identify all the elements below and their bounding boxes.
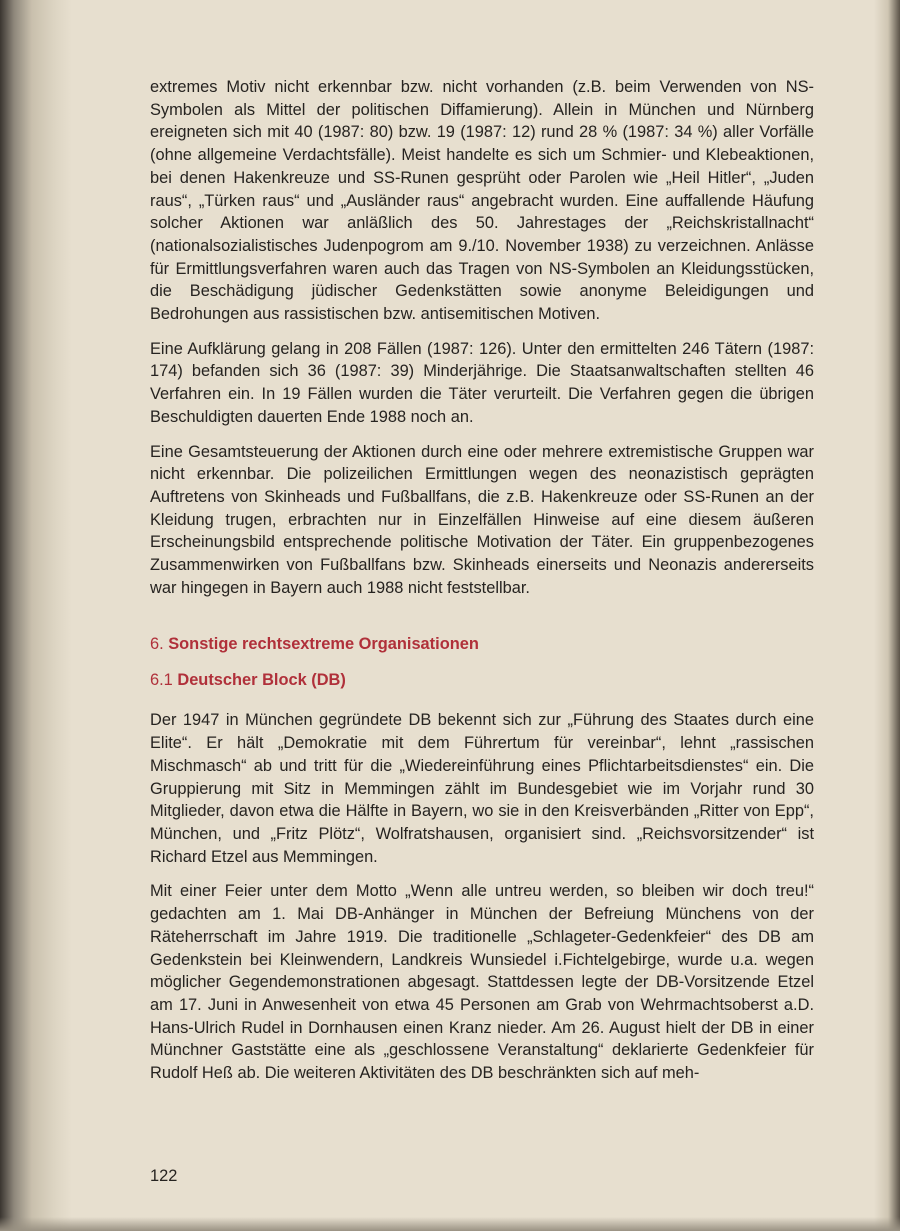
- subsection-number: 6.1: [150, 671, 173, 690]
- page-bottom-shadow: [0, 1217, 900, 1231]
- section-heading: [150, 633, 814, 655]
- paragraph: Eine Gesamtsteuerung der Aktionen durch eine oder mehrere extremistische Gruppen war nicht erkennbar. Die polizeilichen Ermittlungen wegen des neonazistisch geprägten Auftretens von Skinheads und Fußballfans, die z.B. Hakenkreuze oder SS-Runen an der Kleidung trugen, erbrachten nur in Einzelfällen Hinweise auf eine diesem äußeren Erscheinungsbild entsprechende politische Motivation der Täter. Ein gruppenbezogenes Zusammenwirken von Fußballfans bzw. Skinheads einerseits und Neonazis andererseits war hingegen in Bayern auch 1988 nicht feststellbar.: [150, 442, 814, 597]
- paragraph: Eine Aufklärung gelang in 208 Fällen (1987: 126). Unter den ermittelten 246 Tätern (1987: 174) befanden sich 36 (1987: 39) Minderjährige. Die Staatsanwaltschaften stellten 46 Verfahren ein. In 19 Fällen wurden die Täter verurteilt. Die Verfahren gegen die übrigen Beschuldigten dauerten Ende 1988 noch an.: [150, 339, 814, 426]
- paragraph: Mit einer Feier unter dem Motto „Wenn alle untreu werden, so bleiben wir doch treu!“ gedachten am 1. Mai DB-Anhänger in München der Befreiung Münchens von der Räteherrschaft im Jahre 1919. Die traditionelle „Schlageter-Gedenkfeier“ des DB am Gedenkstein bei Kleinwendern, Landkreis Wunsiedel i.Fichtelgebirge, wurde u.a. wegen möglicher Gegendemonstrationen abgesagt. Stattdessen legte der DB-Vorsitzende Etzel am 17. Juni in Anwesenheit von etwa 45 Personen am Grab von Wehrmachtsoberst a.D. Hans-Ulrich Rudel in Dornhausen einen Kranz nieder. Am 26. August hielt der DB in einer Münchner Gaststätte eine als „geschlossene Veranstaltung“ deklarierte Gedenkfeier für Rudolf Heß ab. Die weiteren Aktivitäten des DB beschränkten sich auf meh-: [150, 882, 814, 1083]
- paragraph: Der 1947 in München gegründete DB bekennt sich zur „Führung des Staates durch eine Elite“. Er hält „Demokratie mit dem Führertum für vereinbar“, lehnt „rassischen Mischmasch“ ab und tritt für die „Wiedereinführung eines Pflichtarbeitsdienstes“ ein. Die Gruppierung mit Sitz in Memmingen zählt im Bundesgebiet wie im Vorjahr rund 30 Mitglieder, davon etwa die Hälfte in Bayern, wo sie in den Kreisverbänden „Ritter von Epp“, München, und „Fritz Plötz“, Wolfratshausen, organisiert sind. „Reichsvorsitzender“ ist Richard Etzel aus Memmingen.: [150, 711, 814, 866]
- section-number: 6.: [150, 635, 164, 654]
- section-title: Sonstige rechtsextreme Organisationen: [168, 635, 479, 654]
- page-edge-shadow: [874, 0, 900, 1231]
- book-binding-shadow: [0, 0, 72, 1231]
- page-number: 122: [150, 1167, 178, 1185]
- body-text: [150, 76, 814, 1097]
- paragraph: extremes Motiv nicht erkennbar bzw. nicht vorhanden (z.B. beim Verwenden von NS-Symbolen als Mittel der politischen Diffamierung). Allein in München und Nürnberg ereigneten sich mit 40 (1987: 80) bzw. 19 (1987: 12) rund 28 % (1987: 34 %) aller Vorfälle (ohne allgemeine Verdachtsfälle). Meist handelte es sich um Schmier- und Klebeaktionen, bei denen Hakenkreuze und SS-Runen gesprüht oder Parolen wie „Heil Hitler“, „Juden raus“, „Türken raus“ und „Ausländer raus“ angebracht wurden. Eine auffallende Häufung solcher Aktionen war anläßlich des 50. Jahrestages der „Reichskristallnacht“ (nationalsozialistisches Judenpogrom am 9./10. November 1938) zu verzeichnen. Anlässe für Ermittlungsverfahren waren auch das Tragen von NS-Symbolen an Kleidungsstücken, die Beschädigung jüdischer Gedenkstätten sowie anonyme Beleidigungen und Bedrohungen aus rassistischen bzw. antisemitischen Motiven.: [150, 78, 814, 324]
- subsection-title: Deutscher Block (DB): [177, 671, 346, 690]
- subsection-heading: [150, 669, 814, 691]
